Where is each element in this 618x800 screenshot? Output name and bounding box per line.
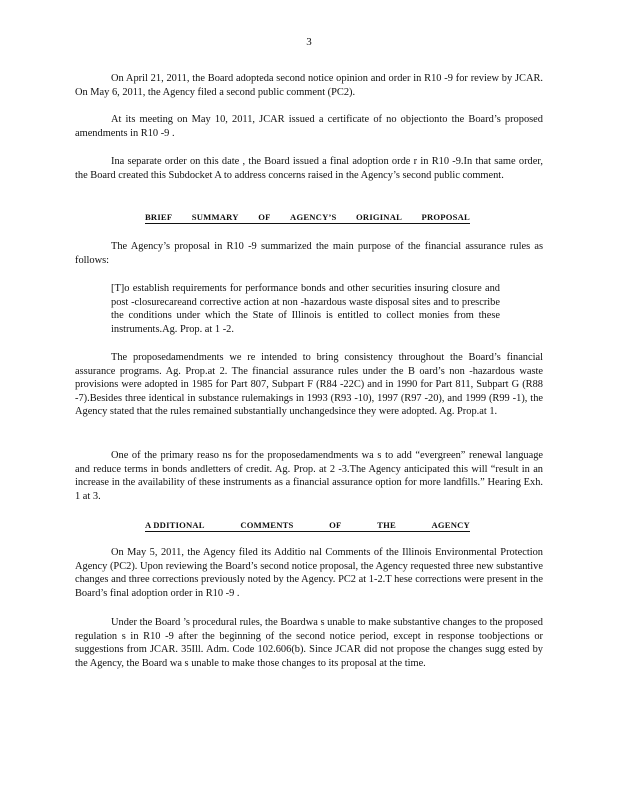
paragraph-4: The Agency’s proposal in R10 -9 summarized the main purpose of the financial assurance rules as follows:: [75, 241, 543, 266]
page-number: 3: [306, 36, 312, 48]
paragraph-1: On April 21, 2011, the Board adopteda second notice opinion and order in R10 -9 for review by JCAR. On May 6, 2011, the Agency filed a second public comment (PC2).: [75, 73, 543, 98]
block-quote: [T]o establish requirements for performance bonds and other securities insuring closure and post -closurecareand corrective action at non -hazardous waste disposal sites and to prescribe the conditions under which the State of Illinois is entitled to collect monies from these instruments.Ag. Prop. at 1 -2.: [111, 283, 500, 335]
paragraph-6: One of the primary reaso ns for the proposedamendments wa s to add “evergreen” renewal language and reduce terms in bonds andletters of credit. Ag. Prop. at 2 -3.The Agency anticipated this will “result in an increase in the availability of these instruments as a financial assurance option for more landfills.” Hearing Exh. 1 at 3.: [75, 450, 543, 502]
section-heading-summary: BRIEF SUMMARY OF AGENCY’S ORIGINAL PROPOSAL: [145, 212, 470, 222]
paragraph-7: On May 5, 2011, the Agency filed its Additio nal Comments of the Illinois Environmental Protection Agency (PC2). Upon reviewing the Board’s second notice proposal, the Agency requested three new substantive changes and three corrections previously noted by the Agency. PC2 at 1-2.T hese corrections were present in the Board’s final adoption order in R10 -9 .: [75, 547, 543, 599]
paragraph-5: The proposedamendments we re intended to bring consistency throughout the Board’s financial assurance programs. Ag. Prop.at 2. The financial assurance rules under the B oard’s non -hazardous waste provisions were adopted in 1985 for Part 807, Subpart F (R84 -22C) and in 1990 for Part 811, Subpart G (R88 -7).Besides three identical in substance rulemakings in 1993 (R93 -10), 1997 (R97 -20), and 1999 (R99 -1), the Agency stated that the rules remained substantially unchangedsince they were adopted. Ag. Prop.at 1.: [75, 352, 543, 418]
paragraph-3: Ina separate order on this date , the Board issued a final adoption orde r in R10 -9.In that same order, the Board created this Subdocket A to address concerns raised in the Agency’s second public comment.: [75, 156, 543, 181]
section-heading-comments: A DDITIONAL COMMENTS OF THE AGENCY: [145, 520, 470, 530]
paragraph-8: Under the Board ’s procedural rules, the Boardwa s unable to make substantive changes to the proposed regulation s in R10 -9 after the beginning of the second notice period, except in response toobjections or suggestions from JCAR. 35Ill. Adm. Code 102.606(b). Since JCAR did not propose the changes sugg ested by the Agency, the Board wa s unable to make those changes to its proposal at the time.: [75, 617, 543, 669]
paragraph-2: At its meeting on May 10, 2011, JCAR issued a certificate of no objectionto the Board’s proposed amendments in R10 -9 .: [75, 114, 543, 139]
